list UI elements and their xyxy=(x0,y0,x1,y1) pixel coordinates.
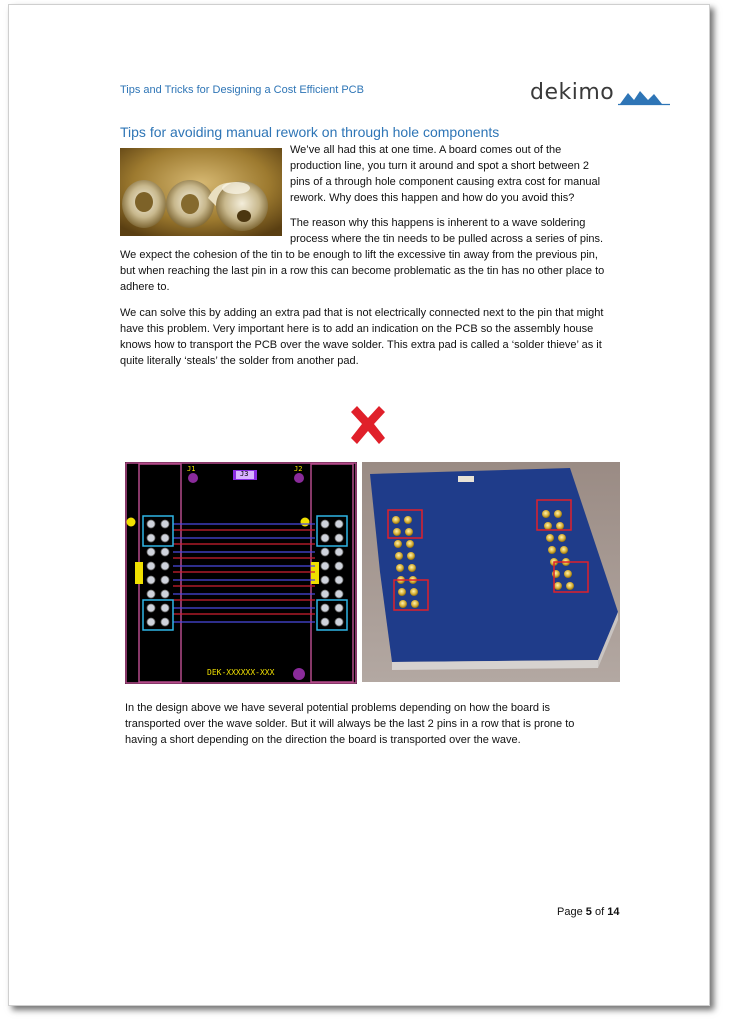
reason-paragraph-bottom: We expect the cohesion of the tin to be enough to lift the excessive tin away from the previous pin, but when reaching the last pin in a row this can become problematic as the tin has no other place to adhere to. xyxy=(120,249,605,293)
document-header-title: Tips and Tricks for Designing a Cost Efficient PCB xyxy=(120,84,364,96)
reason-paragraph-top: The reason why this happens is inherent to a wave soldering process where the tin needs to be pulled across a series of pins. xyxy=(290,217,604,245)
solution-paragraph: We can solve this by adding an extra pad that is not electrically connected next to the pin that might have this problem. Very important here is to add an indication on the PCB so the assembly house knows how to transport the PCB over the wave solder. This extra pad is called a ‘solder thieve’ as it quite literally ‘steals’ the solder from another pad. xyxy=(120,307,604,367)
solder-short-photo xyxy=(120,148,282,236)
pcb-3d-render xyxy=(362,462,620,682)
connector-label-j2: J2 xyxy=(294,465,303,473)
connector-label-j1: J1 xyxy=(187,465,196,473)
design-note-paragraph: In the design above we have several potential problems depending on how the board is transported over the wave solder. But it will always be the last 2 pins in a row that is prone to having a short depending on the direction the board is transported over the wave. xyxy=(125,702,575,746)
logo-wordmark: dekimo xyxy=(530,80,615,105)
intro-paragraph: We’ve all had this at one time. A board comes out of the production line, you turn it around and spot a short between 2 pins of a through hole component causing extra cost for manual rework. Why does this happen and how do you avoid this? xyxy=(290,144,601,204)
total-page-count: 14 xyxy=(607,906,620,918)
pcb-layout-diagram xyxy=(125,462,357,684)
of-word: of xyxy=(594,906,605,918)
page-word: Page xyxy=(557,906,583,918)
center-label-j3: J3 xyxy=(240,470,249,478)
company-logo xyxy=(530,80,670,110)
page-number-footer xyxy=(557,906,619,918)
logo-waves-icon xyxy=(618,88,670,106)
section-heading: Tips for avoiding manual rework on through hole components xyxy=(120,124,500,140)
board-id-label: DEK-XXXXXX-XXX xyxy=(207,668,275,677)
red-cross-icon xyxy=(347,404,389,446)
current-page-number: 5 xyxy=(585,906,592,918)
